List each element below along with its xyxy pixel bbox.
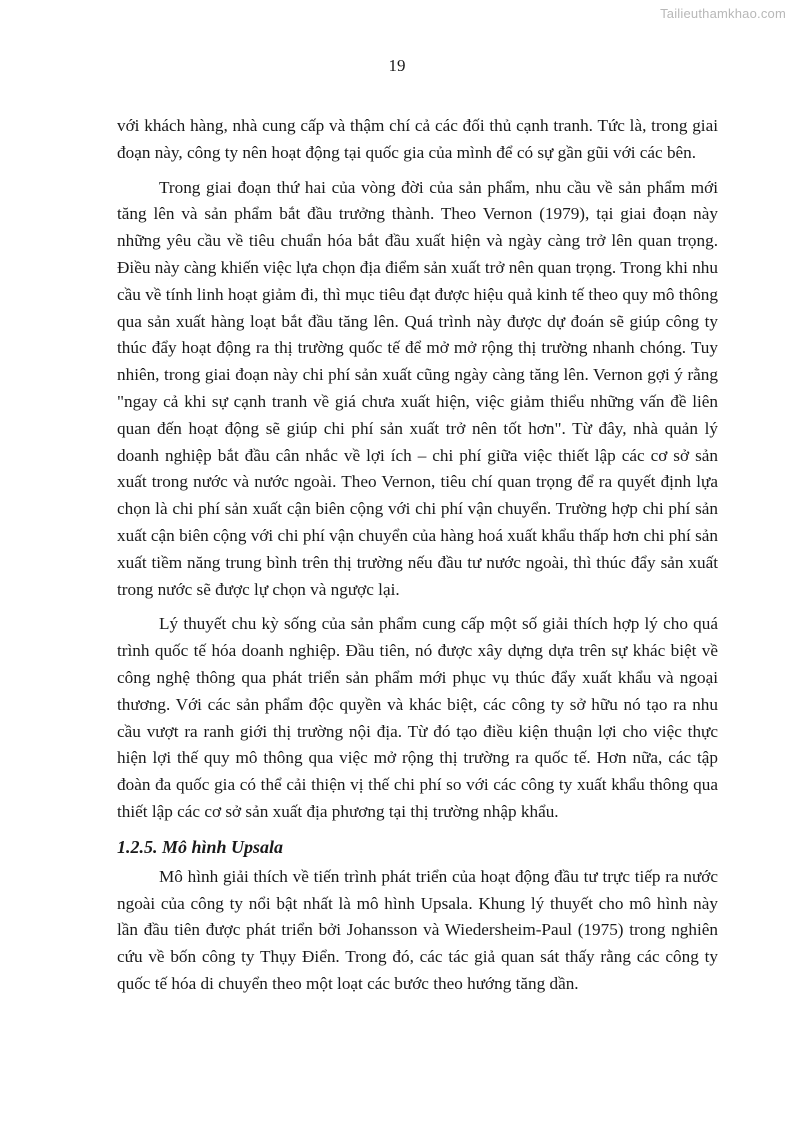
paragraph-lifecycle-theory: Lý thuyết chu kỳ sống của sản phẩm cung cấp một số giải thích hợp lý cho quá trình quốc tế hóa doanh nghiệp. Đầu tiên, nó được xây dựng dựa trên sự khác biệt về công nghệ thông qua phát triển sản phẩm mới phục vụ thúc đẩy xuất khẩu và ngoại thương. Với các sản phẩm độc quyền và khác biệt, các công ty sở hữu nó tạo ra nhu cầu vượt ra ranh giới thị trường nội địa. Từ đó tạo điều kiện thuận lợi cho việc thực hiện lợi thế quy mô thông qua việc mở rộng thị trường ra quốc tế. Hơn nữa, các tập đoàn đa quốc gia có thể cải thiện vị thế chi phí so với các công ty xuất khẩu thông qua thiết lập các cơ sở sản xuất địa phương tại thị trường nhập khẩu. — [117, 614, 718, 821]
page-number: 19 — [388, 56, 406, 75]
section-heading: 1.2.5. Mô hình Upsala — [117, 836, 284, 857]
paragraph-product-lifecycle-stage-two: Trong giai đoạn thứ hai của vòng đời của sản phẩm, nhu cầu về sản phẩm mới tăng lên và sản phẩm bắt đầu trưởng thành. Theo Vernon (1979), tại giai đoạn này những yêu cầu về tiêu chuẩn hóa bắt đầu xuất hiện và ngày càng trở lên quan trọng. Điều này càng khiến việc lựa chọn địa điểm sản xuất trở nên quan trọng. Trong khi nhu cầu về tính linh hoạt giảm đi, thì mục tiêu đạt được hiệu quả kinh tế theo quy mô thông qua sản xuất hàng loạt bắt đầu tăng lên. Quá trình này được dự đoán sẽ giúp công ty thúc đẩy hoạt động ra thị trường quốc tế để mở mở rộng thị trường nhanh chóng. Tuy nhiên, trong giai đoạn này chi phí sản xuất cũng ngày càng tăng lên. Vernon gợi ý rằng "ngay cả khi sự cạnh tranh về giá chưa xuất hiện, việc giảm thiểu những vấn đề liên quan đến hoạt động sẽ giúp chi phí sản xuất trở nên tốt hơn". Từ đây, nhà quản lý doanh nghiệp bắt đầu cân nhắc về lợi ích – chi phí giữa việc thiết lập các cơ sở sản xuất trong nước và nước ngoài. Theo Vernon, tiêu chí quan trọng để ra quyết định lựa chọn là chi phí sản xuất cận biên cộng với chi phí vận chuyển. Trường hợp chi phí sản xuất cận biên cộng với chi phí vận chuyển của hàng hoá xuất khẩu thấp hơn chi phí sản xuất tiềm năng trung bình trên thị trường nếu đầu tư nước ngoài, thì thúc đẩy sản xuất trong nước sẽ được lự chọn và ngược lại. — [117, 177, 718, 599]
paragraph-upsala-model: Mô hình giải thích về tiến trình phát triển của hoạt động đầu tư trực tiếp ra nước ngoài của công ty nổi bật nhất là mô hình Upsala. Khung lý thuyết cho mô hình này lần đầu tiên được phát triển bởi Johansson và Wiedersheim-Paul (1975) trong nghiên cứu về bốn công ty Thụy Điển. Trong đó, các tác giả quan sát thấy rằng các công ty quốc tế hóa di chuyển theo một loạt các bước theo hướng tăng dần. — [117, 866, 718, 993]
watermark-text: Tailieuthamkhao.com — [660, 6, 786, 21]
document-body — [117, 113, 718, 998]
paragraph-continued: với khách hàng, nhà cung cấp và thậm chí cả các đối thủ cạnh tranh. Tức là, trong giai đoạn này, công ty nên hoạt động tại quốc gia của mình để có sự gần gũi với các bên. — [117, 116, 718, 162]
